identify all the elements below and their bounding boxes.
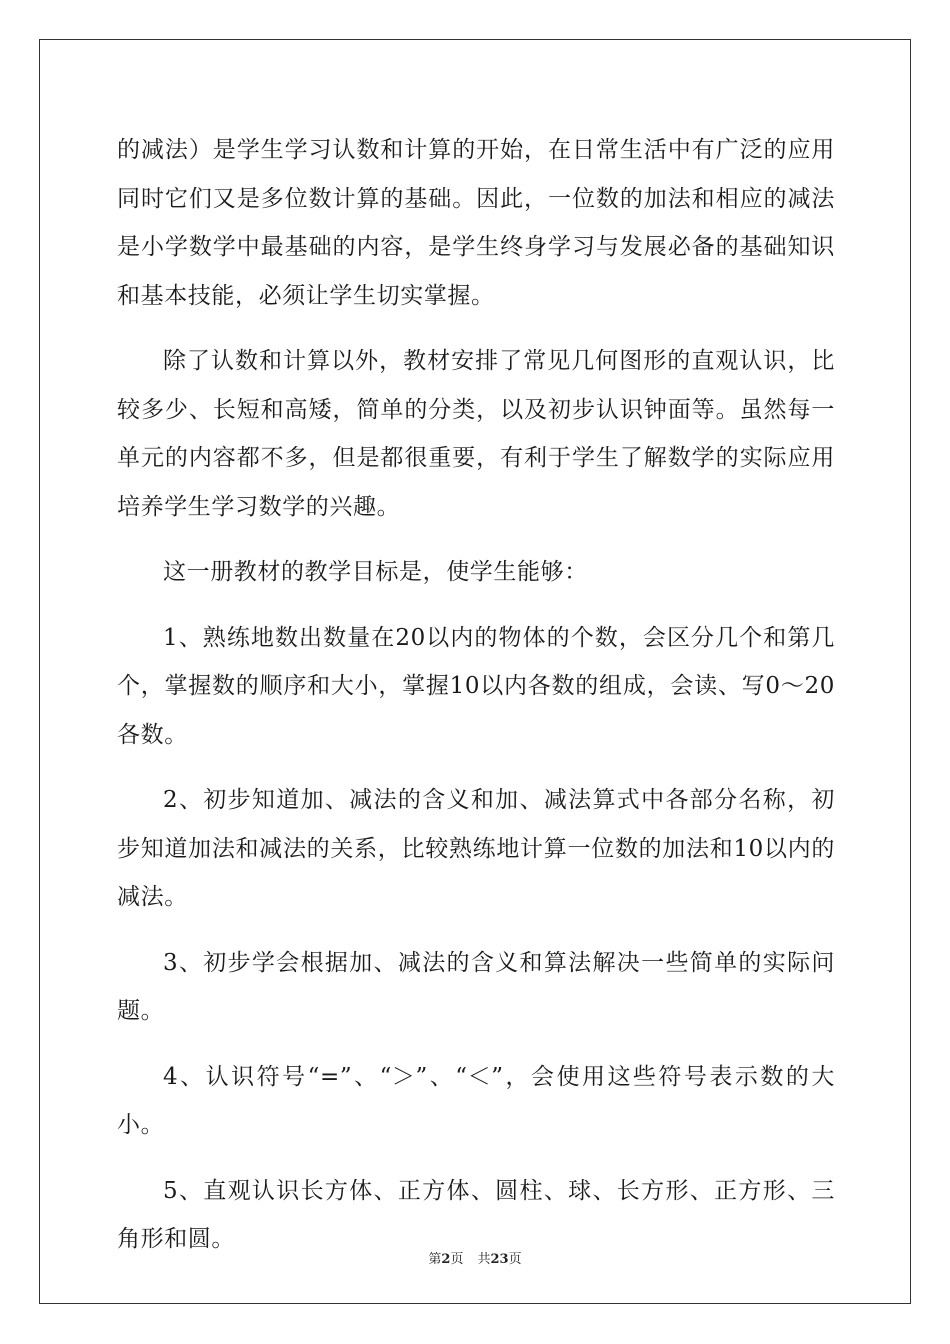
page-current: 2 <box>441 1252 451 1267</box>
total-suffix: 页 <box>508 1252 522 1267</box>
list-item-4: 4、认识符号“=”、“＞”、“＜”，会使用这些符号表示数的大小。 <box>117 1063 835 1138</box>
paragraph-1: 的减法）是学生学习认数和计算的开始，在日常生活中有广泛的应用同时它们又是多位数计算的基础。因此，一位数的加法和相应的减法是小学数学中最基础的内容，是学生终身学习与发展必备的基础知识和基本技能，必须让学生切实掌握。 <box>117 137 835 309</box>
paragraph-2: 除了认数和计算以外，教材安排了常见几何图形的直观认识，比较多少、长短和高矮，简单的分类，以及初步认识钟面等。虽然每一单元的内容都不多，但是都很重要，有利于学生了解数学的实际应用培养学生学习数学的兴趣。 <box>117 348 835 520</box>
total-prefix: 共 <box>477 1252 491 1267</box>
page-suffix: 页 <box>450 1252 464 1267</box>
page-prefix: 第 <box>428 1252 442 1267</box>
page-footer <box>0 1248 950 1267</box>
page-total: 23 <box>490 1252 509 1267</box>
list-item-1: 1、熟练地数出数量在20以内的物体的个数，会区分几个和第几个，掌握数的顺序和大小，掌握10以内各数的组成，会读、写0～20各数。 <box>117 624 835 748</box>
list-item-3: 3、初步学会根据加、减法的含义和算法解决一些简单的实际问题。 <box>117 949 835 1024</box>
document-body <box>117 126 835 1281</box>
list-item-5: 5、直观认识长方体、正方体、圆柱、球、长方形、正方形、三角形和圆。 <box>117 1177 835 1252</box>
list-item-2: 2、初步知道加、减法的含义和加、减法算式中各部分名称，初步知道加法和减法的关系，比较熟练地计算一位数的加法和10以内的减法。 <box>117 787 835 910</box>
paragraph-3: 这一册教材的教学目标是，使学生能够： <box>163 559 588 585</box>
